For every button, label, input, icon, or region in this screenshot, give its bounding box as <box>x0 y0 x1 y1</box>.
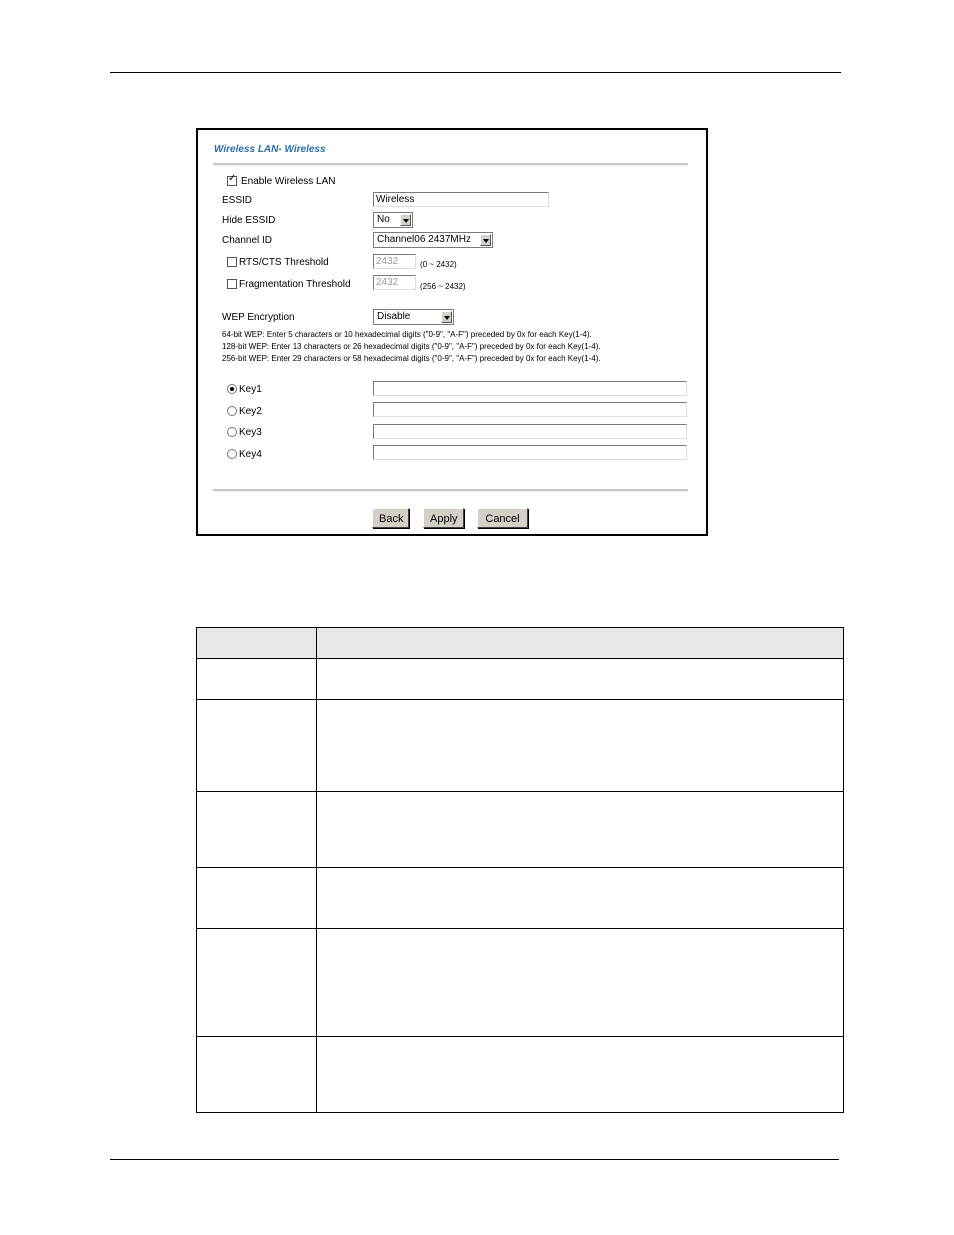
channel-id-select[interactable] <box>373 232 493 248</box>
back-button[interactable]: Back <box>372 508 409 528</box>
cancel-button[interactable]: Cancel <box>477 508 528 528</box>
button-divider <box>213 489 688 492</box>
rts-input[interactable] <box>373 254 416 269</box>
wireless-lan-panel <box>196 128 708 536</box>
hide-essid-value: No <box>377 214 390 225</box>
rts-checkbox[interactable] <box>227 257 237 267</box>
footer-rule <box>110 1159 839 1160</box>
table-row <box>197 868 844 929</box>
fragmentation-label: Fragmentation Threshold <box>239 279 351 290</box>
key4-input[interactable] <box>373 445 687 460</box>
channel-id-value: Channel06 2437MHz <box>377 234 471 245</box>
wep-encryption-value: Disable <box>377 311 411 322</box>
table-row <box>197 1037 844 1113</box>
essid-label: ESSID <box>222 195 253 206</box>
fragmentation-input[interactable] <box>373 275 416 290</box>
key3-label: Key3 <box>239 427 262 438</box>
channel-id-label: Channel ID <box>222 235 273 246</box>
key4-radio[interactable] <box>227 449 237 459</box>
chevron-down-icon[interactable] <box>480 234 491 246</box>
fragmentation-range-hint: (256 ~ 2432) <box>420 282 466 291</box>
key4-label: Key4 <box>239 449 262 460</box>
table-row <box>197 792 844 868</box>
chevron-down-icon[interactable] <box>441 311 452 323</box>
table-header-description <box>317 628 844 659</box>
table-row <box>197 700 844 792</box>
key1-input[interactable] <box>373 381 687 396</box>
key1-radio[interactable] <box>227 384 237 394</box>
key3-radio[interactable] <box>227 427 237 437</box>
panel-title: Wireless LAN- Wireless <box>214 144 326 155</box>
title-divider <box>213 163 688 166</box>
table-header-label <box>197 628 317 659</box>
key1-label: Key1 <box>239 384 262 395</box>
table-row <box>197 659 844 700</box>
header-rule <box>110 72 841 73</box>
wep-encryption-select[interactable] <box>373 309 454 325</box>
key3-input[interactable] <box>373 424 687 439</box>
hide-essid-select[interactable] <box>373 212 413 228</box>
essid-input[interactable] <box>373 192 549 207</box>
description-table <box>196 627 844 1113</box>
table-row <box>197 929 844 1037</box>
fragmentation-checkbox[interactable] <box>227 279 237 289</box>
hide-essid-label: Hide ESSID <box>222 215 276 226</box>
key2-label: Key2 <box>239 406 262 417</box>
wep-encryption-label: WEP Encryption <box>222 312 295 323</box>
wep-128-note: 128-bit WEP: Enter 13 characters or 26 hexadecimal digits ("0-9", "A-F") preceded by 0x for each Key(1-4). <box>222 342 601 351</box>
key2-radio[interactable] <box>227 406 237 416</box>
rts-label: RTS/CTS Threshold <box>239 257 329 268</box>
table-header-row <box>197 628 844 659</box>
wep-256-note: 256-bit WEP: Enter 29 characters or 58 hexadecimal digits ("0-9", "A-F") preceded by 0x for each Key(1-4). <box>222 354 601 363</box>
chevron-down-icon[interactable] <box>400 214 411 226</box>
apply-button[interactable]: Apply <box>423 508 464 528</box>
key2-input[interactable] <box>373 402 687 417</box>
enable-wireless-checkbox[interactable] <box>227 176 237 186</box>
wep-64-note: 64-bit WEP: Enter 5 characters or 10 hexadecimal digits ("0-9", "A-F") preceded by 0x for each Key(1-4). <box>222 330 592 339</box>
enable-wireless-label: Enable Wireless LAN <box>241 176 336 187</box>
rts-range-hint: (0 ~ 2432) <box>420 260 457 269</box>
